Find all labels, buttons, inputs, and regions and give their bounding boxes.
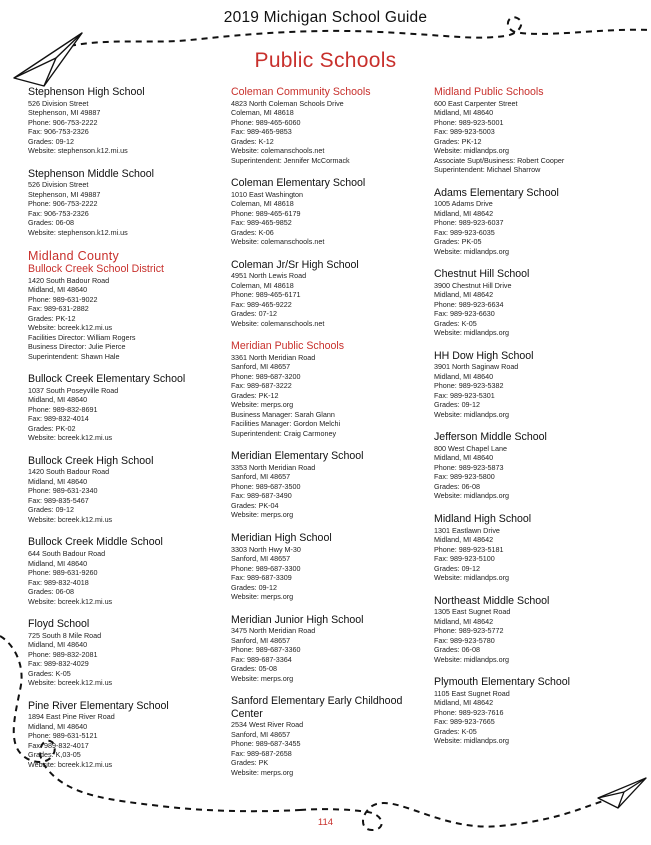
school-details	[434, 689, 639, 746]
detail-line: Phone: 989-687-3200	[231, 371, 301, 381]
detail-line: Midland, MI 48640	[28, 640, 88, 650]
detail-line: Website: midlandps.org	[434, 573, 509, 583]
school-entry	[28, 373, 218, 443]
school-details	[231, 271, 426, 328]
district-name: Coleman Community Schools	[231, 86, 371, 98]
detail-line: Fax: 989-923-6035	[434, 227, 495, 237]
school-name: Pine River Elementary School	[28, 699, 169, 712]
school-details	[231, 720, 426, 777]
detail-line: 725 South 8 Mile Road	[28, 630, 102, 640]
detail-line: Midland, MI 48640	[28, 476, 88, 486]
detail-line: Fax: 989-835-5467	[28, 495, 89, 505]
district-name: Meridian Public Schools	[231, 340, 345, 353]
detail-line: Phone: 989-687-3500	[231, 481, 301, 491]
detail-line: Phone: 989-923-6634	[434, 299, 504, 309]
school-details	[434, 281, 639, 338]
detail-line: Fax: 989-465-9853	[231, 127, 292, 137]
detail-line: Phone: 906-753-2222	[28, 199, 98, 209]
detail-line: Grades: K-06	[231, 227, 274, 237]
detail-line: Fax: 989-923-6630	[434, 309, 495, 319]
detail-line: Phone: 989-465-6179	[231, 208, 301, 218]
school-entry	[28, 536, 218, 606]
detail-line: 1420 South Badour Road	[28, 467, 110, 477]
detail-line: Sanford, MI 48657	[231, 472, 291, 482]
school-entry	[28, 86, 218, 156]
detail-line: Website: stephenson.k12.mi.us	[28, 227, 128, 237]
detail-line: Website: merps.org	[231, 673, 294, 683]
detail-line: Fax: 989-687-3490	[231, 491, 292, 501]
detail-line: Midland, MI 48640	[28, 285, 88, 295]
school-entry	[434, 431, 639, 501]
district-entry	[231, 86, 426, 165]
school-name: Meridian High School	[231, 531, 332, 544]
column-1	[28, 86, 218, 781]
detail-line: 1037 South Poseyville Road	[28, 385, 119, 395]
detail-line: Phone: 989-687-3360	[231, 645, 301, 655]
school-entry	[231, 177, 426, 247]
detail-line: 1105 East Sugnet Road	[434, 688, 510, 698]
district-entry	[28, 263, 218, 361]
detail-line: Grades: 05-08	[231, 664, 277, 674]
detail-line: Grades: 06-08	[28, 218, 74, 228]
detail-line: Website: merps.org	[231, 510, 294, 520]
detail-line: Website: bcreek.k12.mi.us	[28, 678, 113, 688]
detail-line: Website: bcreek.k12.mi.us	[28, 596, 113, 606]
detail-line: Phone: 989-923-5181	[434, 544, 504, 554]
detail-line: 1420 South Badour Road	[28, 275, 110, 285]
school-entry	[434, 513, 639, 583]
detail-line: 644 South Badour Road	[28, 549, 106, 559]
school-details	[434, 362, 639, 419]
detail-line: 526 Division Street	[28, 98, 89, 108]
column-2	[231, 86, 426, 789]
school-entry	[231, 614, 426, 684]
detail-line: Phone: 989-631-5121	[28, 731, 98, 741]
detail-line: 4823 North Coleman Schools Drive	[231, 98, 344, 108]
district-name: Midland Public Schools	[434, 86, 544, 98]
school-name: Bullock Creek Middle School	[28, 536, 163, 549]
school-entry	[434, 350, 639, 420]
detail-line: Website: bcreek.k12.mi.us	[28, 759, 113, 769]
detail-line: Fax: 989-832-4017	[28, 740, 89, 750]
detail-line: 3303 North Hwy M-30	[231, 544, 301, 554]
detail-line: Associate Supt/Business: Robert Cooper	[434, 155, 565, 165]
detail-line: Website: bcreek.k12.mi.us	[28, 433, 113, 443]
school-entry	[231, 450, 426, 520]
detail-line: Grades: 06-08	[434, 645, 480, 655]
detail-line: Phone: 989-923-6037	[434, 218, 504, 228]
school-entry	[231, 259, 426, 329]
detail-line: Midland, MI 48642	[434, 290, 494, 300]
school-details	[231, 626, 426, 683]
detail-line: Midland, MI 48640	[28, 395, 88, 405]
detail-line: Website: colemanschools.net	[231, 318, 325, 328]
detail-line: Fax: 989-923-5301	[434, 390, 495, 400]
detail-line: 2534 West River Road	[231, 720, 304, 730]
detail-line: Phone: 989-687-3455	[231, 739, 301, 749]
detail-line: Phone: 989-631-9260	[28, 568, 98, 578]
detail-line: 3353 North Meridian Road	[231, 462, 316, 472]
detail-line: Fax: 906-753-2326	[28, 127, 89, 137]
school-details	[434, 199, 639, 256]
detail-line: Grades: PK-12	[434, 136, 482, 146]
detail-line: Fax: 989-832-4018	[28, 577, 89, 587]
detail-line: Sanford, MI 48657	[231, 362, 291, 372]
school-details	[231, 463, 426, 520]
detail-line: 1010 East Washington	[231, 189, 304, 199]
detail-line: 526 Division Street	[28, 180, 89, 190]
detail-line: Grades: K-12	[231, 136, 274, 146]
detail-line: Fax: 989-465-9852	[231, 218, 292, 228]
section-title: Public Schools	[254, 49, 397, 72]
detail-line: Stephenson, MI 49887	[28, 189, 101, 199]
detail-line: Superintendent: Shawn Hale	[28, 351, 120, 361]
school-details	[231, 190, 426, 247]
detail-line: Midland, MI 48642	[434, 698, 494, 708]
detail-line: Fax: 906-753-2326	[28, 208, 89, 218]
detail-line: Coleman, MI 48618	[231, 108, 294, 118]
detail-line: Sanford, MI 48657	[231, 554, 291, 564]
school-name: Sanford Elementary Early Childhood Center	[231, 695, 403, 720]
detail-line: Phone: 989-923-5001	[434, 117, 504, 127]
page-number: 114	[317, 817, 334, 828]
detail-line: 3900 Chestnut Hill Drive	[434, 280, 512, 290]
detail-line: Website: midlandps.org	[434, 654, 509, 664]
school-name: Chestnut Hill School	[434, 268, 530, 281]
detail-line: Website: stephenson.k12.mi.us	[28, 146, 128, 156]
guide-title: 2019 Michigan School Guide	[223, 9, 428, 26]
detail-line: Fax: 989-923-7665	[434, 717, 495, 727]
detail-line: Midland, MI 48642	[434, 208, 494, 218]
school-entry	[231, 532, 426, 602]
detail-line: Fax: 989-923-5780	[434, 635, 495, 645]
detail-line: Grades: PK-02	[28, 423, 76, 433]
school-name: Meridian Junior High School	[231, 613, 364, 626]
school-details	[434, 526, 639, 583]
school-name: Jefferson Middle School	[434, 431, 547, 444]
detail-line: Grades: 09-12	[434, 563, 480, 573]
detail-line: Midland, MI 48642	[434, 535, 494, 545]
detail-line: Stephenson, MI 49887	[28, 108, 101, 118]
detail-line: Grades: K-05	[434, 726, 477, 736]
school-name: Floyd School	[28, 618, 90, 631]
detail-line: Sanford, MI 48657	[231, 729, 291, 739]
detail-line: Fax: 989-687-2658	[231, 748, 292, 758]
detail-line: Grades: 09-12	[28, 136, 74, 146]
school-name: Coleman Jr/Sr High School	[231, 258, 359, 271]
school-entry	[434, 268, 639, 338]
school-name: Adams Elementary School	[434, 186, 559, 199]
school-name: Stephenson Middle School	[28, 167, 155, 180]
detail-line: Grades: K-05	[28, 668, 71, 678]
detail-line: Grades: 09-12	[28, 505, 74, 515]
school-entry	[28, 455, 218, 525]
school-entry	[434, 187, 639, 257]
detail-line: Website: midlandps.org	[434, 736, 509, 746]
detail-line: Grades: K,03-05	[28, 750, 81, 760]
detail-line: 3901 North Saginaw Road	[434, 362, 519, 372]
school-details	[28, 631, 218, 688]
detail-line: Fax: 989-687-3364	[231, 654, 292, 664]
district-entry	[231, 340, 426, 438]
detail-line: Website: midlandps.org	[434, 491, 509, 501]
detail-line: 800 West Chapel Lane	[434, 443, 507, 453]
detail-line: Fax: 989-923-5100	[434, 554, 495, 564]
school-details	[434, 607, 639, 664]
detail-line: Website: midlandps.org	[434, 328, 509, 338]
detail-line: Midland, MI 48640	[434, 371, 494, 381]
school-details	[28, 549, 218, 606]
detail-line: Phone: 989-923-7616	[434, 707, 504, 717]
school-details	[28, 276, 218, 362]
detail-line: Grades: PK-05	[434, 237, 482, 247]
detail-line: Website: midlandps.org	[434, 146, 509, 156]
school-entry	[231, 695, 426, 777]
detail-line: Facilities Manager: Gordon Melchi	[231, 419, 341, 429]
detail-line: Phone: 989-923-5382	[434, 381, 504, 391]
detail-line: Fax: 989-465-9222	[231, 299, 292, 309]
detail-line: 1305 East Sugnet Road	[434, 607, 511, 617]
detail-line: 1301 Eastlawn Drive	[434, 525, 500, 535]
detail-line: Fax: 989-923-5003	[434, 127, 495, 137]
detail-line: Fax: 989-923-5800	[434, 472, 495, 482]
detail-line: Fax: 989-631-2882	[28, 304, 89, 314]
detail-line: Midland, MI 48642	[434, 616, 494, 626]
detail-line: Phone: 989-923-5772	[434, 626, 504, 636]
detail-line: Phone: 989-923-5873	[434, 462, 504, 472]
school-name: Bullock Creek High School	[28, 454, 154, 467]
detail-line: Phone: 989-465-6171	[231, 290, 301, 300]
school-details	[231, 99, 426, 166]
school-details	[28, 712, 218, 769]
detail-line: Phone: 989-631-9022	[28, 294, 98, 304]
school-name: Stephenson High School	[28, 86, 145, 98]
school-name: Coleman Elementary School	[231, 177, 366, 190]
detail-line: 600 East Carpenter Street	[434, 98, 518, 108]
detail-line: Website: merps.org	[231, 592, 294, 602]
detail-line: Coleman, MI 48618	[231, 280, 294, 290]
detail-line: Website: bcreek.k12.mi.us	[28, 323, 113, 333]
detail-line: Grades: PK-12	[28, 313, 76, 323]
detail-line: Fax: 989-832-4029	[28, 659, 89, 669]
detail-line: Midland, MI 48640	[434, 108, 494, 118]
detail-line: Superintendent: Craig Carmoney	[231, 428, 337, 438]
detail-line: 3361 North Meridian Road	[231, 352, 316, 362]
detail-line: Fax: 989-832-4014	[28, 414, 89, 424]
school-entry	[434, 676, 639, 746]
school-details	[231, 545, 426, 602]
detail-line: 4951 North Lewis Road	[231, 271, 307, 281]
school-entry	[434, 595, 639, 665]
detail-line: Midland, MI 48640	[28, 721, 88, 731]
detail-line: Sanford, MI 48657	[231, 635, 291, 645]
school-details	[28, 467, 218, 524]
detail-line: Grades: 09-12	[434, 400, 480, 410]
school-details	[28, 99, 218, 156]
detail-line: Grades: K-05	[434, 318, 477, 328]
detail-line: Superintendent: Jennifer McCormack	[231, 155, 350, 165]
detail-line: Phone: 906-753-2222	[28, 117, 98, 127]
county-heading: Midland County	[28, 249, 120, 264]
school-details	[434, 444, 639, 501]
detail-line: Midland, MI 48640	[28, 558, 88, 568]
detail-line: Grades: 06-08	[28, 587, 74, 597]
school-details	[434, 99, 639, 175]
detail-line: Phone: 989-832-2081	[28, 649, 98, 659]
detail-line: Grades: PK-04	[231, 500, 279, 510]
detail-line: Fax: 989-687-3309	[231, 573, 292, 583]
district-name: Bullock Creek School District	[28, 263, 164, 276]
school-entry	[28, 618, 218, 688]
detail-line: Phone: 989-465-6060	[231, 117, 301, 127]
detail-line: Grades: 06-08	[434, 481, 480, 491]
detail-line: Grades: 09-12	[231, 582, 277, 592]
detail-line: Phone: 989-631-2340	[28, 486, 98, 496]
detail-line: Website: merps.org	[231, 400, 294, 410]
detail-line: Grades: PK-12	[231, 390, 279, 400]
school-details	[231, 353, 426, 439]
detail-line: Phone: 989-832-8691	[28, 404, 98, 414]
school-name: Plymouth Elementary School	[434, 676, 571, 689]
school-details	[28, 180, 218, 237]
detail-line: Business Director: Julie Pierce	[28, 342, 126, 352]
detail-line: Facilities Director: William Rogers	[28, 332, 136, 342]
school-name: Midland High School	[434, 512, 532, 525]
school-details	[28, 386, 218, 443]
detail-line: Website: midlandps.org	[434, 409, 509, 419]
detail-line: 1005 Adams Drive	[434, 199, 493, 209]
detail-line: Website: colemanschools.net	[231, 237, 325, 247]
school-entry	[28, 700, 218, 770]
school-name: Bullock Creek Elementary School	[28, 373, 186, 386]
detail-line: Business Manager: Sarah Glann	[231, 409, 335, 419]
school-entry	[28, 168, 218, 238]
detail-line: Fax: 989-687-3222	[231, 381, 292, 391]
school-name: Northeast Middle School	[434, 594, 550, 607]
detail-line: Coleman, MI 48618	[231, 199, 294, 209]
district-entry	[434, 86, 639, 175]
detail-line: Phone: 989-687-3300	[231, 563, 301, 573]
detail-line: Grades: PK	[231, 758, 269, 768]
detail-line: 3475 North Meridian Road	[231, 626, 316, 636]
detail-line: Midland, MI 48640	[434, 453, 494, 463]
detail-line: Superintendent: Michael Sharrow	[434, 165, 541, 175]
detail-line: 1894 East Pine River Road	[28, 712, 115, 722]
school-name: Meridian Elementary School	[231, 450, 364, 463]
detail-line: Website: merps.org	[231, 767, 294, 777]
school-name: HH Dow High School	[434, 349, 534, 362]
detail-line: Grades: 07-12	[231, 309, 277, 319]
detail-line: Website: colemanschools.net	[231, 146, 325, 156]
column-3	[434, 86, 639, 758]
detail-line: Website: bcreek.k12.mi.us	[28, 514, 113, 524]
detail-line: Website: midlandps.org	[434, 246, 509, 256]
paper-airplane-icon-small	[598, 778, 646, 808]
